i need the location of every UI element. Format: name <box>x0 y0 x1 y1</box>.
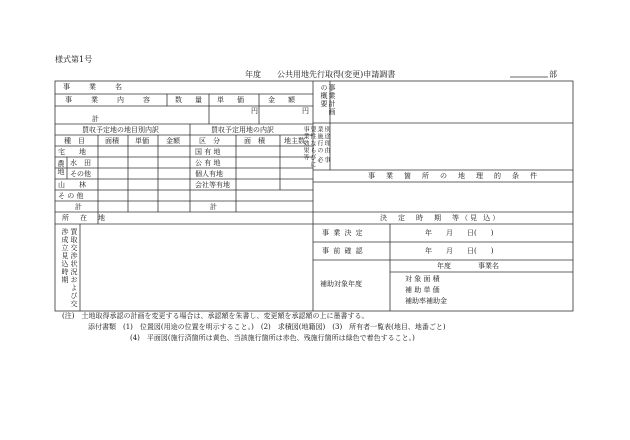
col-unit-price: 単 価 <box>217 96 247 104</box>
col-amount: 金 額 <box>268 96 298 104</box>
col-area: 面積 <box>105 137 119 145</box>
row-other-agri: その他 <box>70 170 91 178</box>
row-private: 個人有地 <box>195 170 223 178</box>
row-paddy: 水 田 <box>70 159 91 167</box>
note-1: (注) 土地取得承認の計画を変更する場合は、承認額を朱書し、変更額を承認額の上に墨書する。 <box>62 312 369 320</box>
row-national: 国 有 地 <box>195 148 221 156</box>
row-public: 公 有 地 <box>195 159 221 167</box>
unit-yen: 円 <box>251 107 258 115</box>
subsidy-year: 年度 <box>437 262 451 270</box>
col-category: 区 分 <box>199 137 220 145</box>
department-label: 部 <box>549 70 557 79</box>
subsidy-label: 補助対象年度 <box>320 280 362 288</box>
plan-summary-label: 事業計画の概要 <box>320 84 336 116</box>
site-label: 所 在 地 <box>62 214 107 222</box>
precheck-label: 事 前 確 認 <box>322 247 364 255</box>
row-other: そ の 他 <box>58 192 84 200</box>
col-area: 面 積 <box>244 137 265 145</box>
form-title: 年度 公共用地先行取得(変更)申請調書 <box>245 70 396 79</box>
col-quantity: 数 量 <box>175 96 205 104</box>
col-price: 単価 <box>135 137 149 145</box>
decision-label: 事 業 決 定 <box>322 229 364 237</box>
subsidy-rate: 補助率補助金 <box>405 297 447 305</box>
subsidy-price: 補 助 単 価 <box>405 286 440 294</box>
subsidy-area: 対 象 面 積 <box>405 275 440 283</box>
right-total: 計 <box>210 203 217 211</box>
subsidy-project: 事業名 <box>478 262 499 270</box>
row-company: 会社等有地 <box>195 181 230 189</box>
form-number: 様式第1号 <box>55 55 93 64</box>
land-type-heading: 買収予定地の地目別内訳 <box>82 126 159 134</box>
decision-header: 決 定 時 期 等（見 込） <box>380 214 502 222</box>
col-content: 事 業 内 容 <box>65 96 156 104</box>
agri-group: 農地 <box>57 160 65 176</box>
row-forest: 山 林 <box>58 181 86 189</box>
reason-label: 別途理由 事業施行の 必要性ならびに 事業効果等 <box>302 126 330 168</box>
land-breakdown-heading: 買収予定用地の内訳 <box>211 126 274 134</box>
col-owners: 地主数 <box>284 137 305 145</box>
negotiation-label: 買取交渉状況および交渉成立見込時期 <box>61 228 78 308</box>
note-2: 添付書類 (1) 位置図(用途の位置を明示すること。) (2) 求積図(地籍図) (3) 所有者一覧表(地目、地番ごと) <box>88 323 446 331</box>
location-conditions-label: 事 業 箇 所 の 地 理 的 条 件 <box>368 172 539 180</box>
project-name-label: 事 業 名 <box>63 83 128 91</box>
unit-yen: 円 <box>302 107 309 115</box>
col-amount: 金額 <box>166 137 180 145</box>
decision-date: 年 月 日( ) <box>425 229 494 237</box>
row-residential: 宅 地 <box>58 148 86 156</box>
precheck-date: 年 月 日( ) <box>425 247 494 255</box>
left-total: 計 <box>75 203 82 211</box>
total-label: 計 <box>92 115 99 123</box>
col-type: 種 目 <box>64 137 85 145</box>
note-3: (4) 平面図(施行済箇所は黄色、当該施行箇所は赤色、残施行箇所は緑色で着色すること。) <box>130 334 415 342</box>
